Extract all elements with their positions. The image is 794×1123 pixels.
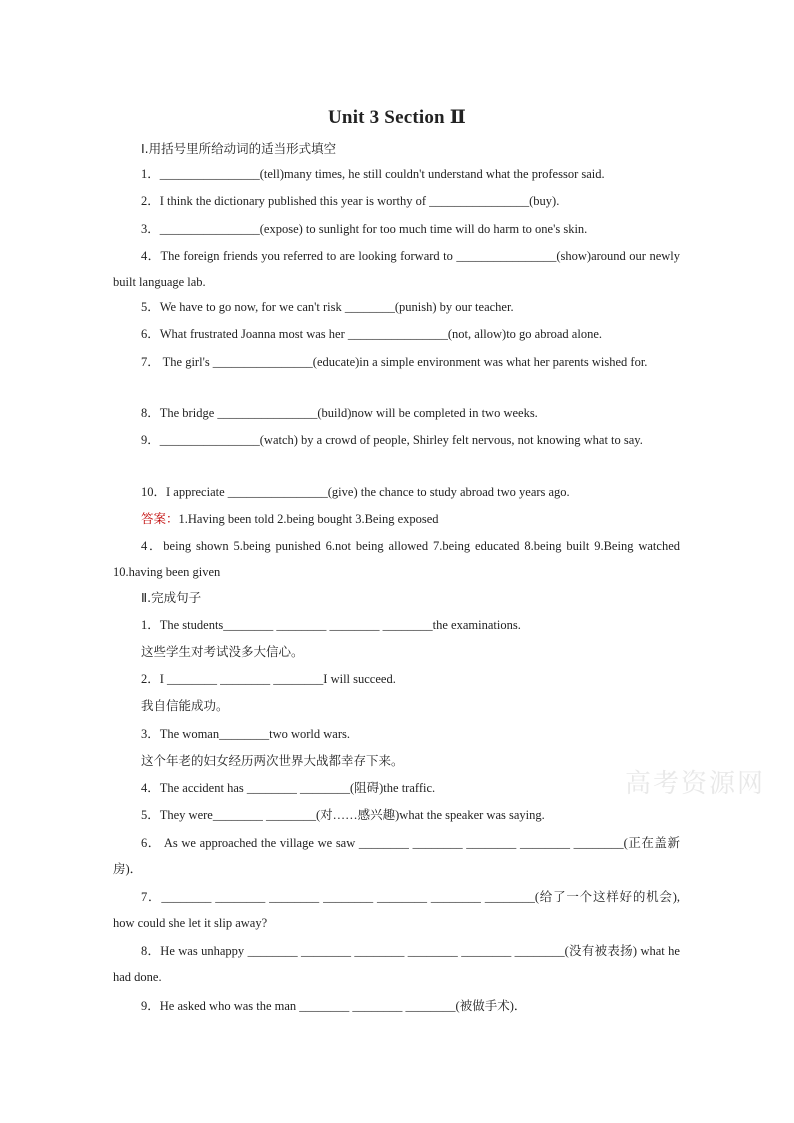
answer-text: 1.Having been told 2.being bought 3.Being exposed (178, 512, 439, 526)
exercise-item: 1．________________(tell)many times, he still couldn't understand what the professor said. (141, 167, 605, 181)
exercise-item: 8．He was unhappy ________ ________ ________ ________ ________ ________(没有被表扬) what he had done. (113, 944, 680, 984)
exercise-item: 5．They were________ ________(对……感兴趣)what the speaker was saying. (141, 808, 545, 822)
exercise-item: 9．________________(watch) by a crowd of people, Shirley felt nervous, not knowing what to say. (141, 433, 643, 447)
answer-line: 4．being shown 5.being punished 6.not being allowed 7.being educated 8.being built 9.Being watched 10.having been given (113, 539, 680, 579)
exercise-item: 9．He asked who was the man ________ ________ ________(被做手术)． (141, 999, 527, 1013)
exercise-item: 2．I think the dictionary published this year is worthy of ________________(buy). (141, 194, 560, 208)
exercise-item: 7． The girl's ________________(educate)in a simple environment was what her parents wished for. (141, 355, 648, 369)
answer-label: 答案： (141, 511, 179, 526)
exercise-item: 5．We have to go now, for we can't risk ________(punish) by our teacher. (141, 300, 514, 314)
exercise-item: 2．I ________ ________ ________I will succeed. (141, 672, 396, 686)
exercise-item: 4．The accident has ________ ________(阻碍)the traffic. (141, 781, 436, 795)
exercise-translation: 这个年老的妇女经历两次世界大战都幸存下来。 (141, 753, 404, 768)
exercise-translation: 这些学生对考试没多大信心。 (141, 644, 304, 659)
exercise-item: 1．The students________ ________ ________ ________the examinations. (141, 618, 521, 632)
part2-heading: Ⅱ.完成句子 (141, 590, 202, 605)
exercise-item: 6． As we approached the village we saw ________ ________ ________ ________ ________(正在盖新房)． (113, 836, 680, 876)
exercise-item: 4．The foreign friends you referred to are looking forward to ________________(show)around our newly built language lab. (113, 249, 680, 289)
exercise-item: 7．________ ________ ________ ________ ________ ________ ________(给了一个这样好的机会), how could she let it slip away? (113, 890, 680, 930)
exercise-item: 3．________________(expose) to sunlight for too much time will do harm to one's skin. (141, 222, 588, 236)
exercise-item: 6．What frustrated Joanna most was her ________________(not, allow)to go abroad alone. (141, 327, 603, 341)
page-title: Unit 3 Section Ⅱ (328, 107, 466, 128)
watermark: 高考资源网 (625, 769, 766, 799)
part1-heading: Ⅰ.用括号里所给动词的适当形式填空 (141, 141, 337, 156)
answer-line (113, 506, 680, 532)
exercise-item: 8．The bridge ________________(build)now will be completed in two weeks. (141, 406, 538, 420)
exercise-translation: 我自信能成功。 (141, 698, 229, 713)
exercise-item: 10．I appreciate ________________(give) the chance to study abroad two years ago. (141, 485, 570, 499)
exercise-item: 3．The woman________two world wars. (141, 727, 350, 741)
